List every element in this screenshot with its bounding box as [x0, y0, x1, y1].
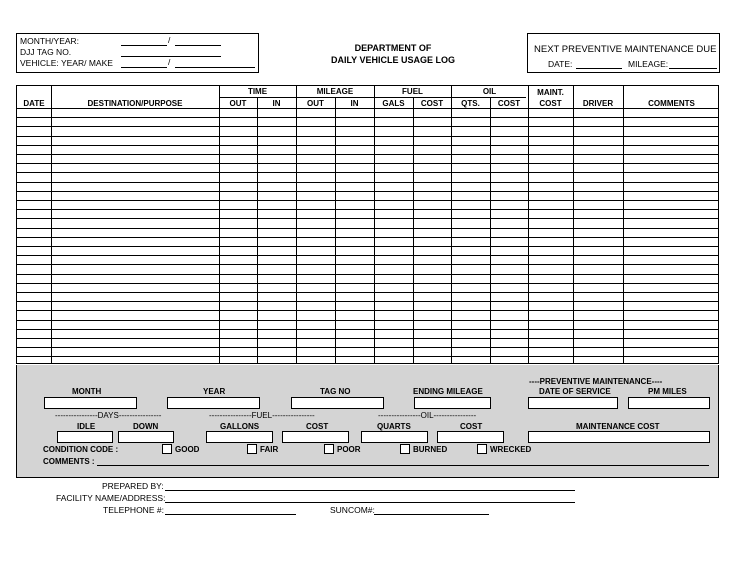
table-row-line — [17, 136, 718, 137]
next-maintenance-title: NEXT PREVENTIVE MAINTENANCE DUE — [534, 44, 717, 55]
table-row-line — [17, 292, 718, 293]
pm-mileage-label: MILEAGE: — [628, 59, 669, 69]
driver-header: DRIVER — [582, 99, 614, 108]
pm-miles-label: PM MILES — [648, 387, 687, 396]
date-header: DATE — [23, 99, 45, 108]
table-row-line — [17, 347, 718, 348]
time-out-header: OUT — [229, 99, 247, 108]
maint-cost-header-line2: COST — [539, 99, 562, 108]
table-row-line — [17, 172, 718, 173]
fuel-cost-header: COST — [420, 99, 444, 108]
mileage-header: MILEAGE — [316, 87, 354, 96]
idle-label: IDLE — [77, 422, 96, 431]
oil-cost-field[interactable] — [437, 431, 504, 443]
time-header: TIME — [247, 87, 268, 96]
table-row-line — [17, 264, 718, 265]
facility-field[interactable] — [165, 494, 575, 503]
recap-ending-mileage-label: ENDING MILEAGE — [413, 387, 483, 396]
table-row-line — [17, 274, 718, 275]
prepared-by-field[interactable] — [165, 482, 575, 491]
vehicle-year-field[interactable] — [121, 59, 167, 68]
mileage-in-header: IN — [350, 99, 359, 108]
destination-header: DESTINATION/PURPOSE — [87, 99, 183, 108]
next-maintenance-box — [527, 33, 720, 73]
table-row-line — [17, 218, 718, 219]
facility-label: FACILITY NAME/ADDRESS: — [56, 493, 166, 503]
table-row-line — [17, 356, 718, 357]
condition-code-label: CONDITION CODE : — [43, 445, 119, 454]
gallons-field[interactable] — [206, 431, 273, 443]
usage-log-table — [16, 85, 719, 365]
recap-year-label: YEAR — [203, 387, 226, 396]
table-row-line — [17, 163, 718, 164]
table-row-line — [17, 200, 718, 201]
prepared-by-label: PREPARED BY: — [102, 481, 164, 491]
maint-cost-header-line1: MAINT. — [537, 88, 564, 97]
date-of-service-field[interactable] — [528, 397, 618, 409]
gallons-label: GALLONS — [220, 422, 260, 431]
oil-qts-header: QTS. — [461, 99, 480, 108]
tag-no-label: DJJ TAG NO. — [20, 47, 72, 57]
fuel-gals-header: GALS — [382, 99, 405, 108]
telephone-field[interactable] — [165, 506, 296, 515]
table-row-line — [17, 310, 718, 311]
fuel-cost-field[interactable] — [282, 431, 349, 443]
poor-checkbox[interactable] — [324, 444, 334, 454]
mileage-out-header: OUT — [307, 99, 324, 108]
maintenance-cost-field[interactable] — [528, 431, 710, 443]
vehicle-info-box — [16, 33, 259, 73]
recap-tag-no-label: TAG NO — [320, 387, 351, 396]
recap-year-field[interactable] — [167, 397, 260, 409]
days-section-header: ----------------DAYS---------------- — [55, 411, 162, 420]
recap-ending-mileage-field[interactable] — [414, 397, 491, 409]
table-row-line — [17, 182, 718, 183]
down-days-field[interactable] — [118, 431, 174, 443]
pm-section-header: ----PREVENTIVE MAINTENANCE---- — [529, 377, 663, 386]
table-row-line — [17, 108, 718, 109]
table-row-line — [17, 246, 718, 247]
quarts-label: QUARTS — [377, 422, 411, 431]
suncom-field[interactable] — [374, 506, 489, 515]
month-year-label: MONTH/YEAR: — [20, 36, 80, 46]
recap-comments-field[interactable] — [97, 457, 709, 466]
good-checkbox[interactable] — [162, 444, 172, 454]
recap-tag-no-field[interactable] — [291, 397, 384, 409]
table-row-line — [17, 320, 718, 321]
tag-no-field[interactable] — [121, 48, 221, 57]
oil-cost-header: COST — [497, 99, 521, 108]
vehicle-year-make-label: VEHICLE: YEAR/ MAKE — [20, 58, 113, 68]
vehicle-slash: / — [168, 57, 171, 67]
good-label: GOOD — [175, 445, 200, 454]
pm-date-label: DATE: — [548, 59, 573, 69]
idle-days-field[interactable] — [57, 431, 113, 443]
time-in-header: IN — [272, 99, 281, 108]
pm-mileage-field[interactable] — [669, 60, 717, 69]
table-row-line — [17, 228, 718, 229]
recap-month-label: MONTH — [72, 387, 102, 396]
year-field[interactable] — [175, 37, 221, 46]
oil-cost-label: COST — [460, 422, 483, 431]
vehicle-make-field[interactable] — [175, 59, 255, 68]
table-row-line — [17, 237, 718, 238]
poor-label: POOR — [337, 445, 361, 454]
telephone-label: TELEPHONE #: — [103, 505, 164, 515]
table-row-line — [17, 329, 718, 330]
table-row-line — [17, 338, 718, 339]
table-row-line — [17, 126, 718, 127]
oil-section-header: ----------------OIL---------------- — [378, 411, 477, 420]
month-field[interactable] — [121, 37, 167, 46]
fuel-section-header: ----------------FUEL---------------- — [209, 411, 315, 420]
department-title: DEPARTMENT OF — [354, 43, 432, 53]
pm-miles-field[interactable] — [628, 397, 710, 409]
wrecked-label: WRECKED — [490, 445, 532, 454]
table-row-line — [17, 145, 718, 146]
fair-checkbox[interactable] — [247, 444, 257, 454]
quarts-field[interactable] — [361, 431, 428, 443]
table-row-line — [17, 209, 718, 210]
wrecked-checkbox[interactable] — [477, 444, 487, 454]
table-row-line — [17, 255, 718, 256]
table-row-line — [17, 117, 718, 118]
table-row-line — [17, 301, 718, 302]
date-of-service-label: DATE OF SERVICE — [539, 387, 611, 396]
monthly-recap-section — [16, 365, 719, 478]
month-year-slash: / — [168, 35, 171, 45]
down-label: DOWN — [133, 422, 159, 431]
fuel-cost-label: COST — [306, 422, 329, 431]
oil-header: OIL — [482, 87, 497, 96]
burned-checkbox[interactable] — [400, 444, 410, 454]
comments-header: COMMENTS — [648, 99, 695, 108]
fuel-header: FUEL — [402, 87, 423, 96]
suncom-label: SUNCOM#: — [330, 505, 375, 515]
burned-label: BURNED — [413, 445, 448, 454]
pm-date-field[interactable] — [576, 60, 622, 69]
table-row-line — [17, 191, 718, 192]
fair-label: FAIR — [260, 445, 279, 454]
recap-comments-label: COMMENTS : — [43, 457, 95, 466]
log-title: DAILY VEHICLE USAGE LOG — [330, 55, 456, 65]
table-row-line — [17, 283, 718, 284]
maintenance-cost-label: MAINTENANCE COST — [576, 422, 660, 431]
table-row-line — [17, 154, 718, 155]
recap-month-field[interactable] — [44, 397, 137, 409]
